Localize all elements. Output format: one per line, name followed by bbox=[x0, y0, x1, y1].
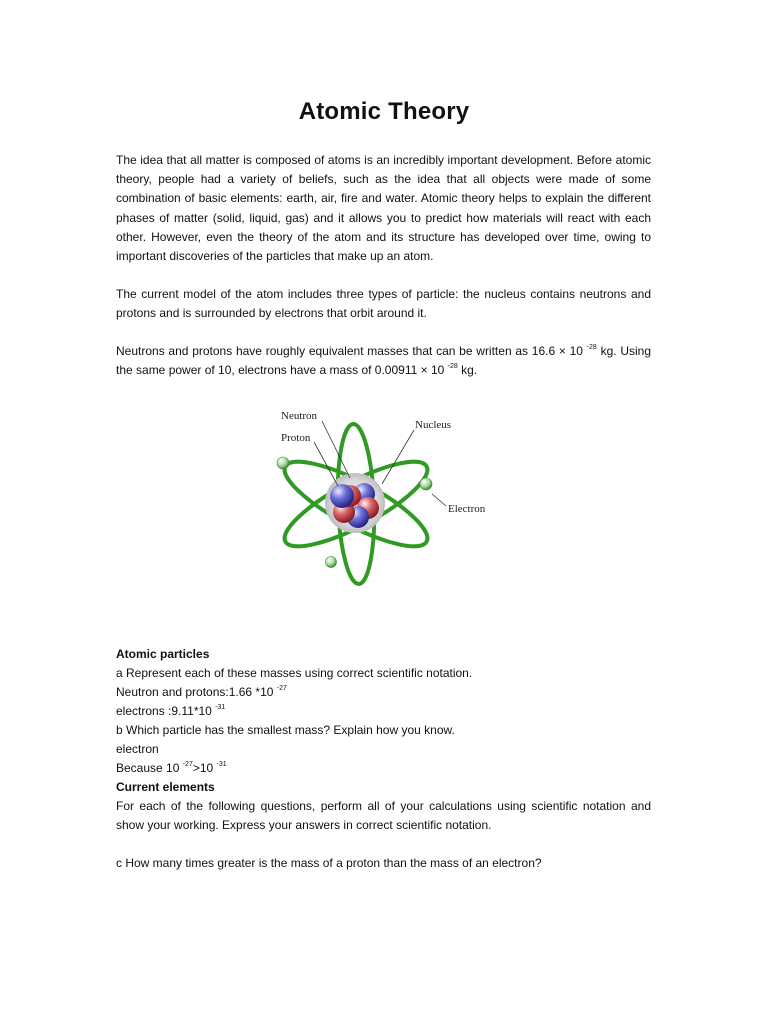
question-c: c How many times greater is the mass of a proton than the mass of an electron? bbox=[116, 856, 542, 870]
masses-paragraph: Neutrons and protons have roughly equivalent masses that can be written as 16.6 × 10 $^{-28}$ kg. Using the same power of 10, electrons have a mass of 0.00911 × 10 $^{-28}$ kg. bbox=[116, 344, 651, 378]
neutron-label: Neutron bbox=[281, 410, 318, 422]
section-heading-current-elements: Current elements bbox=[116, 780, 215, 794]
electron-label: Electron bbox=[448, 503, 486, 515]
answer-b-explanation: Because 10 $^{-27}$>10 $^{-31}$ bbox=[116, 761, 227, 775]
question-b: b Which particle has the smallest mass? Explain how you know. bbox=[116, 723, 455, 737]
question-a: a Represent each of these masses using correct scientific notation. bbox=[116, 666, 473, 680]
atom-diagram bbox=[264, 400, 504, 600]
answer-neutron-protons: Neutron and protons:1.66 *10 $^{-27}$ bbox=[116, 685, 287, 699]
nucleus-icon bbox=[325, 473, 385, 533]
nucleus-label: Nucleus bbox=[415, 419, 452, 431]
intro-paragraph: The idea that all matter is composed of atoms is an incredibly important development. Before atomic theory, people had a variety of beliefs, such as the idea that all objects were made of some combination of basic elements: earth, air, fire and water. Atomic theory helps to explain the different phases of matter (solid, liquid, gas) and it allows you to predict how materials will react with each other. However, even the theory of the atom and its structure has developed over time, owing to important discoveries of the particles that make up an atom. bbox=[116, 153, 651, 264]
instructions-paragraph: For each of the following questions, perform all of your calculations using scientific notation and show your working. Express your answers in correct scientific notation. bbox=[116, 799, 651, 833]
answer-b: electron bbox=[116, 742, 159, 756]
answer-electrons: electrons :9.11*10 $^{-31}$ bbox=[116, 704, 226, 718]
proton-label: Proton bbox=[281, 432, 311, 444]
section-heading-atomic-particles: Atomic particles bbox=[116, 647, 210, 661]
page-title: Atomic Theory bbox=[298, 98, 470, 125]
model-paragraph: The current model of the atom includes three types of particle: the nucleus contains neutrons and protons and is surrounded by electrons that orbit around it. bbox=[116, 287, 651, 321]
